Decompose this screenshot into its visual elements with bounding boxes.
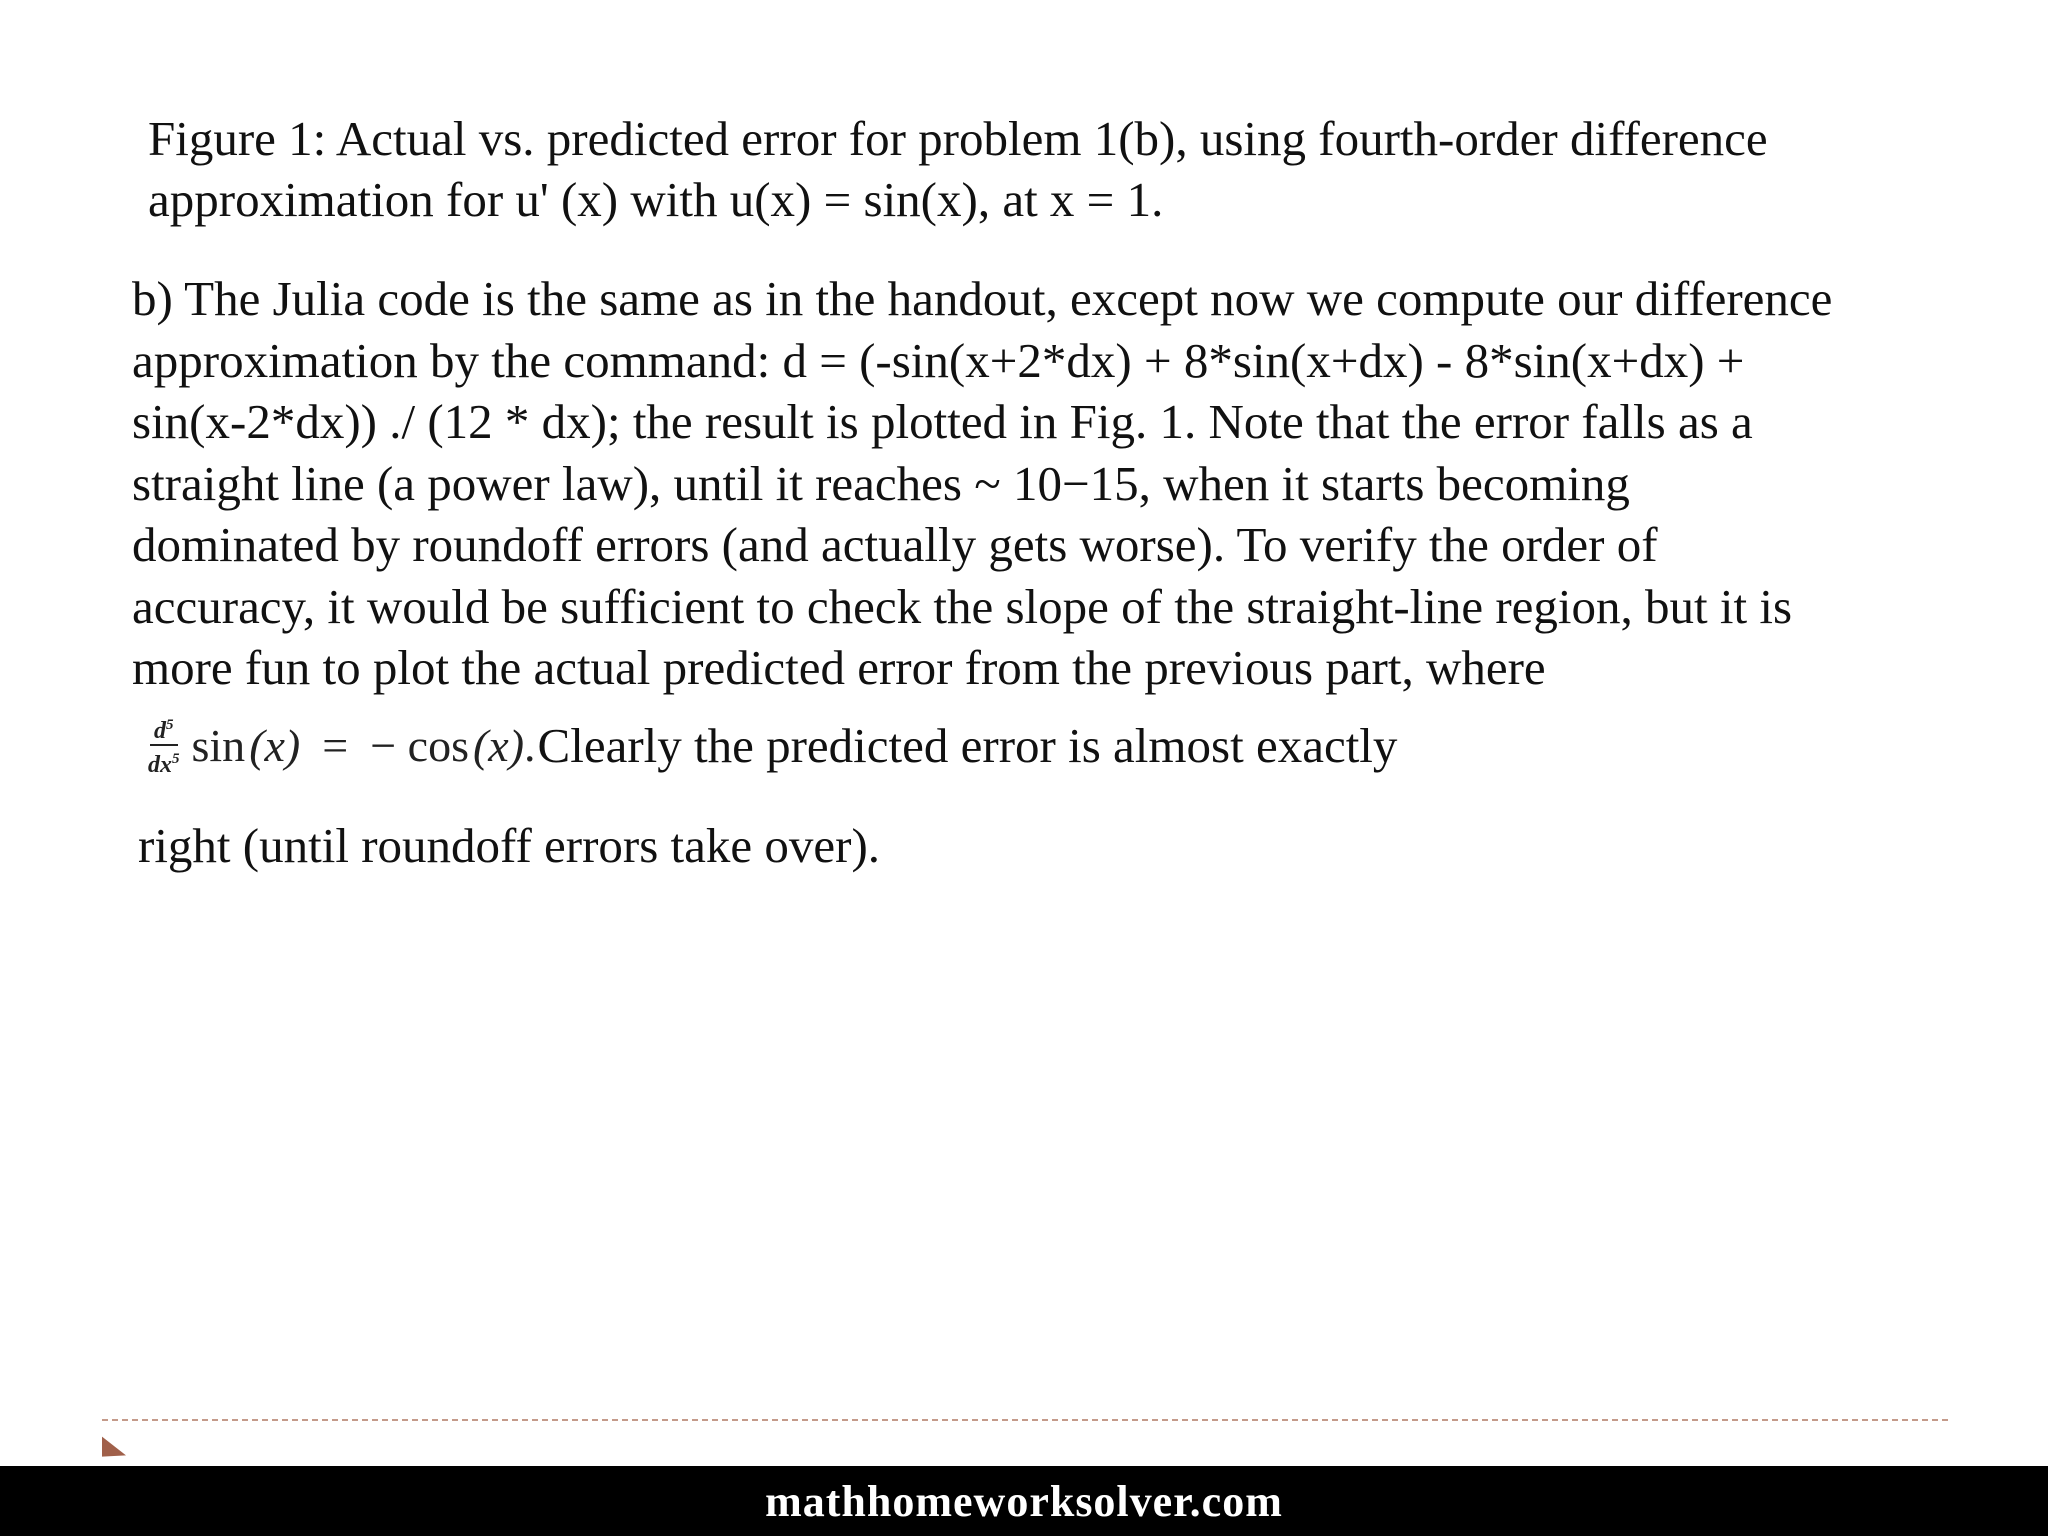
paragraph-line: sin(x-2*dx)) ./ (12 * dx); the result is plotted in Fig. 1. Note that the error falls as a: [132, 394, 1753, 449]
sin-argument: (x): [249, 719, 301, 771]
fifth-derivative-operator: [148, 712, 180, 778]
paragraph-line: approximation by the command: d = (-sin(x+2*dx) + 8*sin(x+dx) - 8*sin(x+dx) +: [132, 332, 1745, 388]
footer-bar: [0, 1466, 2048, 1536]
derivative-formula: [148, 712, 536, 778]
answer-paragraph: [132, 268, 1932, 699]
figure-caption: [148, 108, 1908, 230]
equals-sign: =: [322, 719, 349, 771]
sin-function: sin: [191, 719, 246, 771]
paragraph-line: more fun to plot the actual predicted error from the previous part, where: [132, 640, 1546, 695]
paragraph-line: dominated by roundoff errors (and actually gets worse). To verify the order of: [132, 517, 1658, 572]
paragraph-line: b) The Julia code is the same as in the handout, except now we compute our difference: [132, 271, 1833, 326]
operator-numerator-exponent: 5: [166, 717, 174, 733]
caption-line: Figure 1: Actual vs. predicted error for problem 1(b), using fourth-order difference: [148, 111, 1768, 166]
formula-trailing-text: Clearly the predicted error is almost exactly: [537, 717, 1398, 773]
paragraph-line: straight line (a power law), until it reaches ~ 10−15, when it starts becoming: [132, 455, 1630, 511]
formula-line: [148, 700, 1397, 790]
formula-period: .: [524, 719, 536, 771]
cos-argument: (x): [472, 719, 525, 771]
paragraph-line: accuracy, it would be sufficient to check the slope of the straight-line region, but it is: [132, 578, 1793, 634]
operator-denominator-exponent: 5: [172, 751, 180, 767]
operator-numerator: d: [154, 718, 166, 744]
operator-denominator: dx: [148, 752, 172, 778]
footer-site-name: mathhomeworksolver.com: [765, 1476, 1283, 1526]
cos-function: − cos: [370, 719, 469, 771]
corner-triangle-icon: [102, 1437, 126, 1466]
closing-line: right (until roundoff errors take over).: [138, 818, 881, 873]
footer-divider: [102, 1419, 1948, 1421]
caption-line: approximation for u' (x) with u(x) = sin(x), at x = 1.: [148, 172, 1164, 227]
